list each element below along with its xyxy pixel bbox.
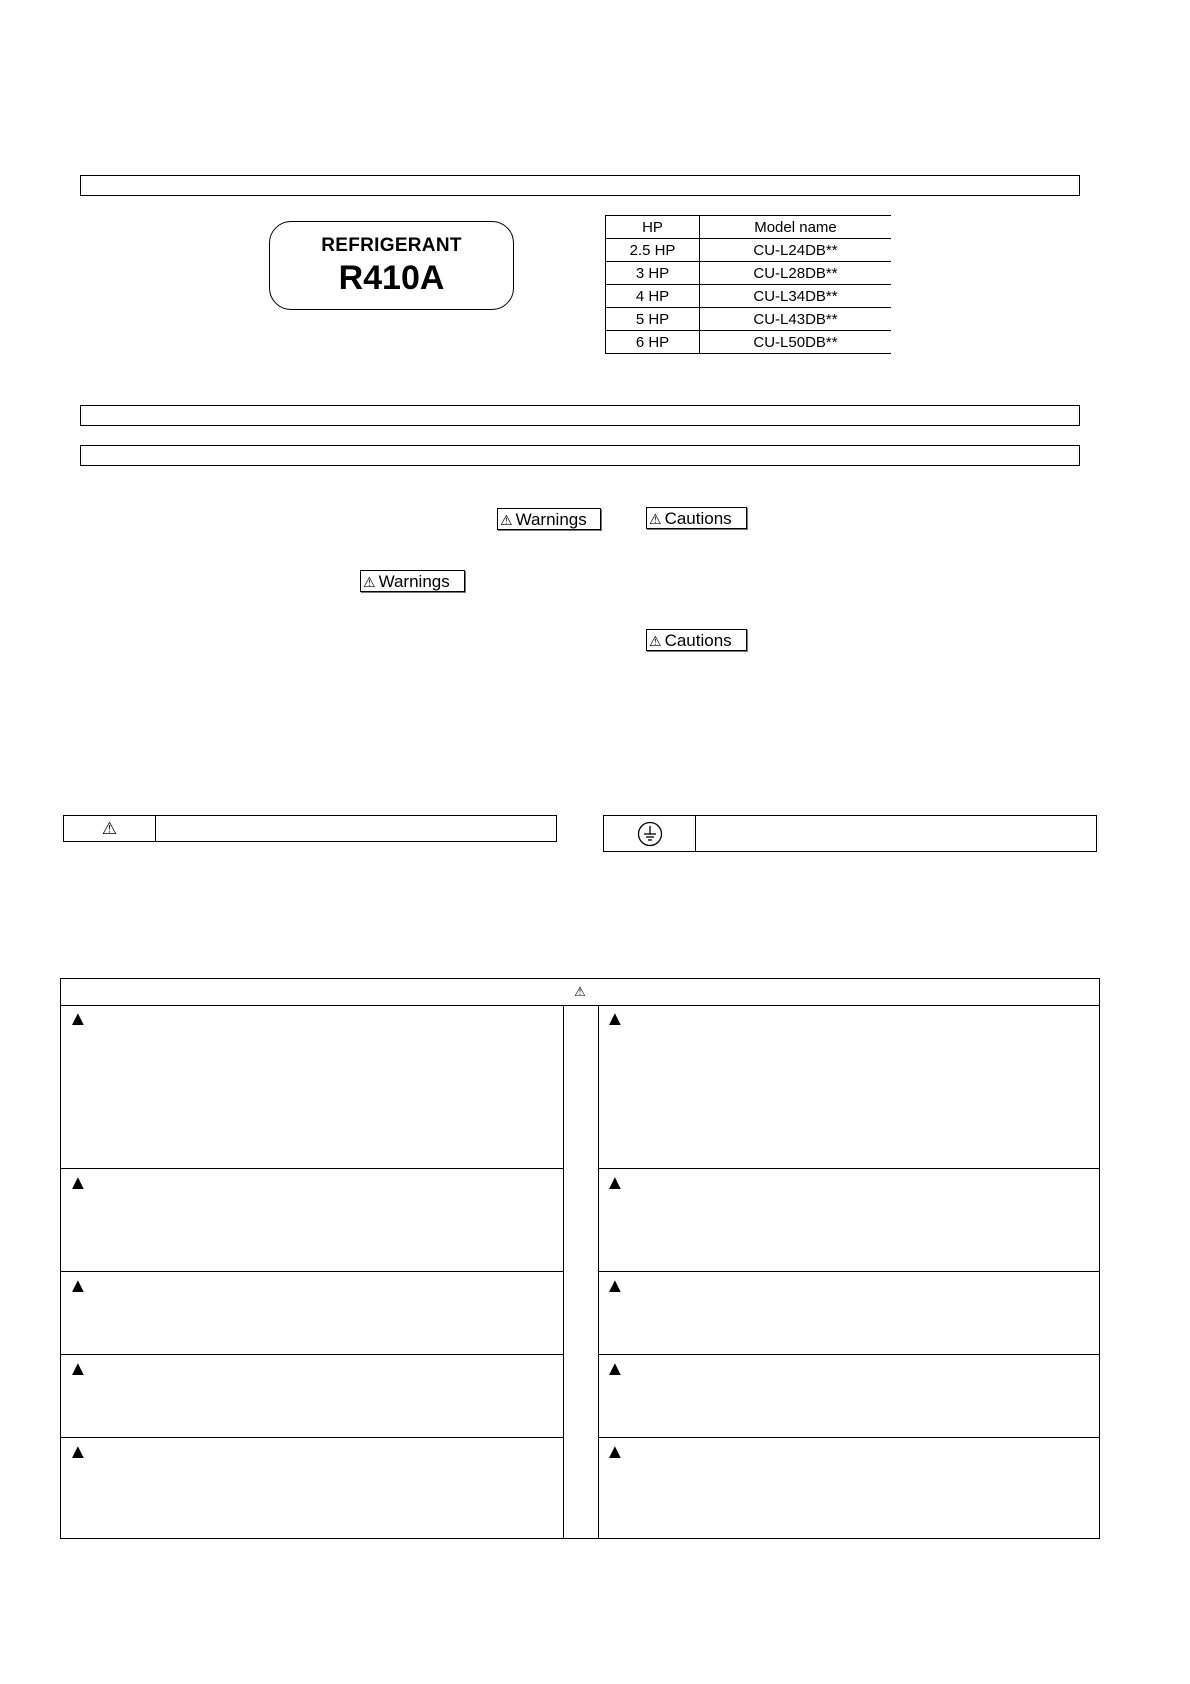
warning-symbol-text [156,816,556,841]
warning-bullet-icon: ▲ [605,1358,625,1380]
safety-item [598,1272,1099,1355]
safety-column-divider [563,1005,599,1538]
section-banner-3 [80,445,1080,466]
table-row [606,308,892,331]
table-row [606,285,892,308]
warning-bullet-icon: ▲ [68,1358,88,1380]
hp-cell: 2.5 HP [606,239,700,262]
hp-cell: 3 HP [606,262,700,285]
warning-triangle-icon: ⚠ [363,574,376,590]
warning-bullet-icon: ▲ [68,1275,88,1297]
warning-symbol-cell [64,816,156,841]
model-cell: CU-L34DB** [700,285,892,308]
warning-triangle-icon: ⚠ [574,984,586,999]
hp-cell: 4 HP [606,285,700,308]
safety-item [598,1438,1099,1539]
cautions-tag [646,629,747,651]
table-row [606,331,892,354]
model-cell: CU-L28DB** [700,262,892,285]
safety-item [598,1169,1099,1272]
safety-item [598,1005,1099,1169]
table-row [606,262,892,285]
warning-bullet-icon: ▲ [68,1172,88,1194]
model-cell: CU-L50DB** [700,331,892,354]
model-table-header [606,216,892,239]
model-cell: CU-L43DB** [700,308,892,331]
safety-item [598,1355,1099,1438]
warning-triangle-icon: ⚠ [649,511,662,527]
warning-bullet-icon: ▲ [605,1172,625,1194]
warnings-tag [497,508,601,530]
earth-ground-icon [637,821,663,847]
warning-bullet-icon: ▲ [605,1441,625,1463]
warnings-label: Warnings [378,572,450,591]
hp-cell: 6 HP [606,331,700,354]
safety-item [61,1169,563,1272]
hp-header: HP [606,216,700,239]
ground-symbol-cell [604,816,696,851]
safety-precautions-table [60,978,1100,1539]
model-name-header: Model name [700,216,892,239]
safety-table-header [61,979,1099,1006]
ground-symbol-box [603,815,1097,852]
section-banner-1 [80,175,1080,196]
model-table [605,215,891,354]
safety-item [61,1355,563,1438]
model-cell: CU-L24DB** [700,239,892,262]
cautions-tag [646,507,747,529]
safety-item [61,1005,563,1169]
refrigerant-label: REFRIGERANT [321,235,462,256]
warning-triangle-icon: ⚠ [649,633,662,649]
warning-bullet-icon: ▲ [605,1008,625,1030]
refrigerant-type: R410A [338,259,445,297]
safety-item [61,1272,563,1355]
safety-item [61,1438,563,1539]
warning-symbol-box [63,815,557,842]
cautions-label: Cautions [664,509,732,528]
section-banner-2 [80,405,1080,426]
warnings-tag [360,570,465,592]
refrigerant-badge [269,221,514,310]
ground-symbol-text [696,816,1096,851]
warnings-label: Warnings [515,510,587,529]
safety-column-left [61,1005,564,1538]
warning-triangle-icon: ⚠ [500,512,513,528]
warning-triangle-icon: ⚠ [101,818,118,838]
table-row [606,239,892,262]
cautions-label: Cautions [664,631,732,650]
warning-bullet-icon: ▲ [605,1275,625,1297]
warning-bullet-icon: ▲ [68,1441,88,1463]
hp-cell: 5 HP [606,308,700,331]
safety-column-right [598,1005,1099,1538]
warning-bullet-icon: ▲ [68,1008,88,1030]
